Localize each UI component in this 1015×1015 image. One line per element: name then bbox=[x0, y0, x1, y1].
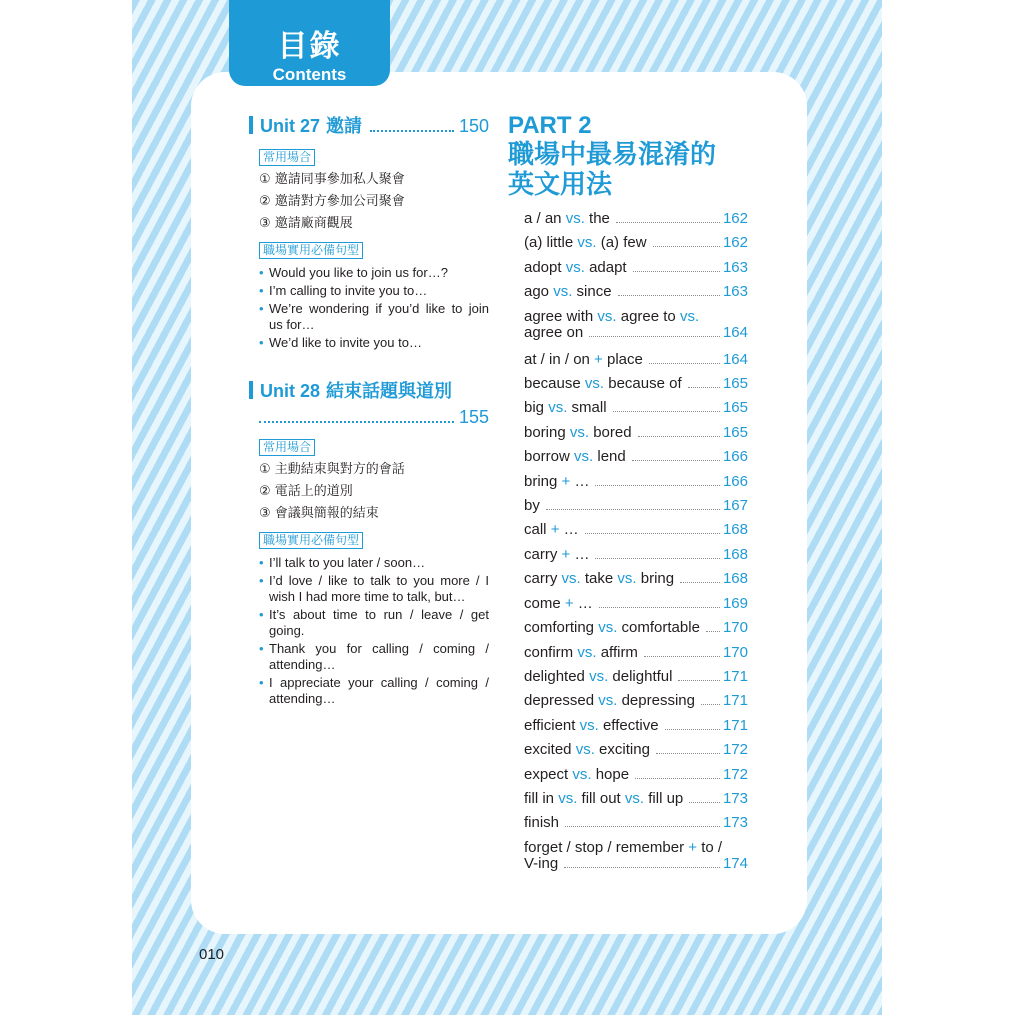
entry-page: 171 bbox=[722, 716, 748, 734]
entry-term: take bbox=[584, 570, 614, 588]
entry-term: come bbox=[524, 594, 561, 612]
situation-item: ② 邀請對方參加公司聚會 bbox=[259, 194, 405, 209]
entry-operator: + bbox=[550, 521, 560, 539]
toc-entry[interactable] bbox=[524, 256, 748, 280]
entry-page: 162 bbox=[722, 234, 748, 252]
leader-dots bbox=[653, 246, 720, 247]
toc-entry[interactable] bbox=[524, 470, 748, 494]
entry-page: 171 bbox=[722, 667, 748, 685]
entry-term: (a) little bbox=[524, 234, 574, 252]
entry-page: 170 bbox=[722, 643, 748, 661]
entry-operator: vs. bbox=[577, 234, 597, 252]
entry-term: affirm bbox=[600, 643, 638, 661]
entry-term: big bbox=[524, 399, 545, 417]
entry-term: bring bbox=[640, 570, 675, 588]
right-column bbox=[508, 112, 748, 879]
unit-27-section bbox=[249, 112, 489, 351]
leader-dots bbox=[644, 656, 720, 657]
toc-entry[interactable] bbox=[524, 689, 748, 713]
toc-entry[interactable] bbox=[524, 763, 748, 787]
toc-entry[interactable] bbox=[524, 421, 748, 445]
situations-tag: 常用場合 bbox=[259, 439, 315, 456]
unit-title: Unit 27 bbox=[260, 116, 321, 136]
entry-term: because bbox=[524, 375, 581, 393]
entry-operator: vs. bbox=[565, 210, 585, 227]
entry-term: carry bbox=[524, 570, 558, 588]
entry-page: 162 bbox=[722, 210, 748, 227]
entry-page: 172 bbox=[722, 741, 748, 759]
leader-dots bbox=[618, 295, 720, 296]
phrase-item: • I appreciate your calling / coming / attending… bbox=[259, 675, 489, 706]
phrase-item: • We’re wondering if you’d like to join us for… bbox=[259, 301, 489, 332]
entry-term: delighted bbox=[524, 667, 585, 685]
situation-item: ① 邀請同事參加私人聚會 bbox=[259, 172, 405, 187]
entry-operator: vs. bbox=[558, 789, 578, 807]
entry-page: 165 bbox=[722, 399, 748, 417]
entry-term: confirm bbox=[524, 643, 574, 661]
entry-term: lend bbox=[597, 448, 626, 466]
entry-term: boring bbox=[524, 423, 566, 441]
leader-dots bbox=[701, 704, 720, 705]
entry-term: depressed bbox=[524, 692, 595, 710]
entry-page: 164 bbox=[722, 323, 748, 341]
situation-item: ② 電話上的道別 bbox=[259, 484, 353, 499]
contents-tab bbox=[229, 0, 390, 86]
bullet-dot: • bbox=[259, 555, 264, 570]
entry-page: 174 bbox=[722, 854, 748, 872]
entry-operator: vs. bbox=[598, 619, 618, 637]
entry-term: fill up bbox=[648, 789, 684, 807]
phrase-item: • Thank you for calling / coming / attending… bbox=[259, 641, 489, 672]
leader-dots bbox=[665, 729, 720, 730]
entry-term: … bbox=[574, 545, 590, 563]
entry-page: 169 bbox=[722, 594, 748, 612]
entry-operator: + bbox=[561, 545, 571, 563]
toc-entry[interactable] bbox=[524, 738, 748, 762]
left-column bbox=[249, 112, 489, 709]
entry-term: small bbox=[571, 399, 607, 417]
entry-page: 173 bbox=[722, 789, 748, 807]
entry-term: finish bbox=[524, 814, 560, 832]
entry-term: bored bbox=[593, 423, 632, 441]
entry-term: effective bbox=[602, 716, 659, 734]
bullet-dot: • bbox=[259, 675, 264, 690]
entry-term: … bbox=[574, 472, 590, 490]
entry-operator: + bbox=[564, 594, 574, 612]
phrase-item: • I’ll talk to you later / soon… bbox=[259, 555, 426, 570]
bullet-dot: • bbox=[259, 641, 264, 656]
leader-dots bbox=[613, 411, 720, 412]
entry-page: 168 bbox=[722, 521, 748, 539]
unit-title-zh: 邀請 bbox=[326, 116, 363, 137]
entry-operator: vs. bbox=[574, 448, 594, 466]
leader-dots bbox=[678, 680, 720, 681]
entry-operator: vs. bbox=[598, 692, 618, 710]
leader-dots bbox=[564, 867, 720, 868]
situation-item: ③ 邀請廠商觀展 bbox=[259, 216, 353, 231]
entry-operator: vs. bbox=[584, 375, 605, 393]
entry-page: 163 bbox=[722, 258, 748, 276]
phrase-item: • I’m calling to invite you to… bbox=[259, 283, 428, 298]
entry-page: 173 bbox=[722, 814, 748, 832]
entry-term: V-ing bbox=[524, 854, 559, 872]
toc-entry[interactable] bbox=[524, 280, 748, 304]
entry-operator: vs. bbox=[589, 667, 609, 685]
entry-page: 166 bbox=[722, 448, 748, 466]
entry-list bbox=[508, 207, 748, 873]
bullet-dot: • bbox=[259, 265, 264, 280]
unit-page: 150 bbox=[458, 116, 489, 136]
entry-term: delightful bbox=[612, 667, 673, 685]
leader-dots bbox=[546, 509, 720, 510]
entry-term: adopt bbox=[524, 258, 562, 276]
unit-title-zh: 結束話題與道別 bbox=[326, 381, 453, 402]
unit-marker-bar bbox=[249, 116, 253, 134]
entry-page: 172 bbox=[722, 765, 748, 783]
entry-term: agree with bbox=[524, 307, 594, 325]
toc-entry[interactable] bbox=[524, 616, 748, 640]
entry-term: fill in bbox=[524, 789, 555, 807]
entry-operator: vs. bbox=[575, 741, 595, 759]
leader-dots bbox=[616, 222, 720, 223]
entry-term: by bbox=[524, 497, 540, 515]
entry-term: agree to bbox=[620, 307, 676, 325]
entry-term: forget / stop / remember bbox=[524, 838, 685, 856]
entry-term: bring bbox=[524, 472, 558, 490]
entry-term: because of bbox=[608, 375, 682, 393]
entry-term: exciting bbox=[599, 741, 650, 759]
entry-term: a / an bbox=[524, 210, 562, 227]
entry-operator: + bbox=[594, 350, 603, 368]
entry-term: efficient bbox=[524, 716, 576, 734]
entry-term: expect bbox=[524, 765, 569, 783]
toc-entry[interactable] bbox=[524, 309, 748, 342]
entry-operator: + bbox=[561, 472, 571, 490]
part-label: PART 2 bbox=[508, 112, 592, 139]
entry-operator: vs. bbox=[617, 570, 637, 588]
toc-entry[interactable] bbox=[524, 641, 748, 665]
leader-dots bbox=[595, 558, 720, 559]
entry-term: … bbox=[563, 521, 579, 539]
bullet-dot: • bbox=[259, 283, 264, 298]
page-number: 010 bbox=[199, 946, 225, 963]
leader-dots bbox=[633, 271, 720, 272]
leader-dots bbox=[632, 460, 720, 461]
leader-dots bbox=[370, 130, 454, 132]
toc-entry[interactable] bbox=[524, 494, 748, 518]
entry-term: at / in / on bbox=[524, 350, 590, 368]
toc-entry[interactable] bbox=[524, 348, 748, 372]
entry-operator: vs. bbox=[553, 283, 573, 301]
unit-27-heading[interactable] bbox=[249, 112, 489, 138]
toc-entry[interactable] bbox=[524, 714, 748, 738]
entry-term: hope bbox=[595, 765, 630, 783]
leader-dots bbox=[638, 436, 720, 437]
leader-dots bbox=[635, 778, 720, 779]
leader-dots bbox=[259, 421, 454, 423]
leader-dots bbox=[680, 582, 720, 583]
entry-operator: vs. bbox=[569, 423, 590, 441]
entry-page: 170 bbox=[722, 619, 748, 637]
toc-entry[interactable] bbox=[524, 840, 748, 873]
entry-page: 166 bbox=[722, 472, 748, 490]
entry-operator: vs. bbox=[548, 399, 568, 417]
phrase-item: • Would you like to join us for…? bbox=[259, 265, 448, 280]
leader-dots bbox=[585, 533, 720, 534]
toc-entry[interactable] bbox=[524, 787, 748, 811]
contents-title-zh: 目錄 bbox=[277, 29, 342, 64]
toc-entry[interactable] bbox=[524, 372, 748, 396]
entry-page: 165 bbox=[722, 375, 748, 393]
entry-operator: vs. bbox=[579, 716, 599, 734]
unit-title: Unit 28 bbox=[260, 381, 321, 401]
toc-entry[interactable] bbox=[524, 543, 748, 567]
entry-term: the bbox=[589, 210, 610, 227]
entry-operator: vs. bbox=[679, 307, 700, 325]
entry-term: to / bbox=[701, 838, 723, 856]
bullet-dot: • bbox=[259, 573, 264, 588]
entry-term: carry bbox=[524, 545, 558, 563]
entry-operator: vs. bbox=[624, 789, 645, 807]
entry-term: … bbox=[577, 594, 593, 612]
entry-page: 168 bbox=[722, 570, 748, 588]
contents-title-en: Contents bbox=[272, 65, 347, 84]
entry-term: place bbox=[606, 350, 643, 368]
entry-operator: vs. bbox=[577, 643, 597, 661]
entry-term: fill out bbox=[581, 789, 621, 807]
bullet-dot: • bbox=[259, 335, 264, 350]
entry-term: call bbox=[524, 521, 547, 539]
entry-term: borrow bbox=[524, 448, 570, 466]
unit-28-section bbox=[249, 377, 489, 707]
entry-operator: vs. bbox=[572, 765, 592, 783]
phrase-item: • We’d like to invite you to… bbox=[259, 335, 422, 350]
leader-dots bbox=[649, 363, 720, 364]
entry-term: ago bbox=[524, 283, 550, 301]
entry-page: 164 bbox=[722, 350, 748, 368]
entry-operator: vs. bbox=[565, 258, 585, 276]
toc-entry[interactable] bbox=[524, 665, 748, 689]
toc-entry[interactable] bbox=[524, 567, 748, 591]
leader-dots bbox=[589, 336, 720, 337]
entry-operator: vs. bbox=[561, 570, 581, 588]
entry-term: since bbox=[576, 283, 612, 301]
entry-term: comfortable bbox=[621, 619, 700, 637]
entry-term: comforting bbox=[524, 619, 595, 637]
situations-tag: 常用場合 bbox=[259, 149, 315, 166]
entry-term: excited bbox=[524, 741, 572, 759]
toc-entry[interactable] bbox=[524, 396, 748, 420]
toc-entry[interactable] bbox=[524, 518, 748, 542]
unit-28-page-line bbox=[259, 407, 489, 428]
entry-operator: + bbox=[688, 838, 698, 856]
entry-term: agree on bbox=[524, 323, 584, 341]
toc-entry[interactable] bbox=[524, 811, 748, 835]
entry-page: 163 bbox=[722, 283, 748, 301]
phrases-tag: 職場實用必備句型 bbox=[259, 242, 363, 259]
entry-term: adapt bbox=[589, 258, 627, 276]
part-title-line2: 英文用法 bbox=[508, 170, 613, 200]
toc-entry[interactable] bbox=[524, 592, 748, 616]
bullet-dot: • bbox=[259, 301, 264, 316]
unit-28-heading[interactable] bbox=[249, 377, 489, 403]
leader-dots bbox=[595, 485, 720, 486]
entry-page: 165 bbox=[722, 423, 748, 441]
entry-page: 171 bbox=[722, 692, 748, 710]
bullet-dot: • bbox=[259, 607, 264, 622]
phrase-item: • I’d love / like to talk to you more / I wish I had more time to talk, but… bbox=[259, 573, 489, 604]
leader-dots bbox=[565, 826, 720, 827]
toc-entry[interactable] bbox=[524, 231, 748, 255]
phrase-item: • It’s about time to run / leave / get going. bbox=[259, 607, 489, 638]
toc-entry[interactable] bbox=[524, 445, 748, 469]
leader-dots bbox=[706, 631, 720, 632]
entry-term: depressing bbox=[621, 692, 695, 710]
leader-dots bbox=[656, 753, 720, 754]
entry-operator: vs. bbox=[597, 307, 617, 325]
situation-item: ① 主動結束與對方的會話 bbox=[259, 462, 405, 477]
leader-dots bbox=[688, 387, 720, 388]
unit-marker-bar bbox=[249, 381, 253, 399]
situation-item: ③ 會議與簡報的結束 bbox=[259, 506, 379, 521]
part-title-line1: 職場中最易混淆的 bbox=[508, 140, 717, 170]
leader-dots bbox=[689, 802, 720, 803]
entry-term: (a) few bbox=[600, 234, 647, 252]
toc-entry[interactable] bbox=[524, 207, 748, 231]
unit-page: 155 bbox=[458, 407, 489, 427]
phrases-tag: 職場實用必備句型 bbox=[259, 532, 363, 549]
leader-dots bbox=[599, 607, 720, 608]
entry-page: 168 bbox=[722, 545, 748, 563]
entry-page: 167 bbox=[722, 497, 748, 515]
